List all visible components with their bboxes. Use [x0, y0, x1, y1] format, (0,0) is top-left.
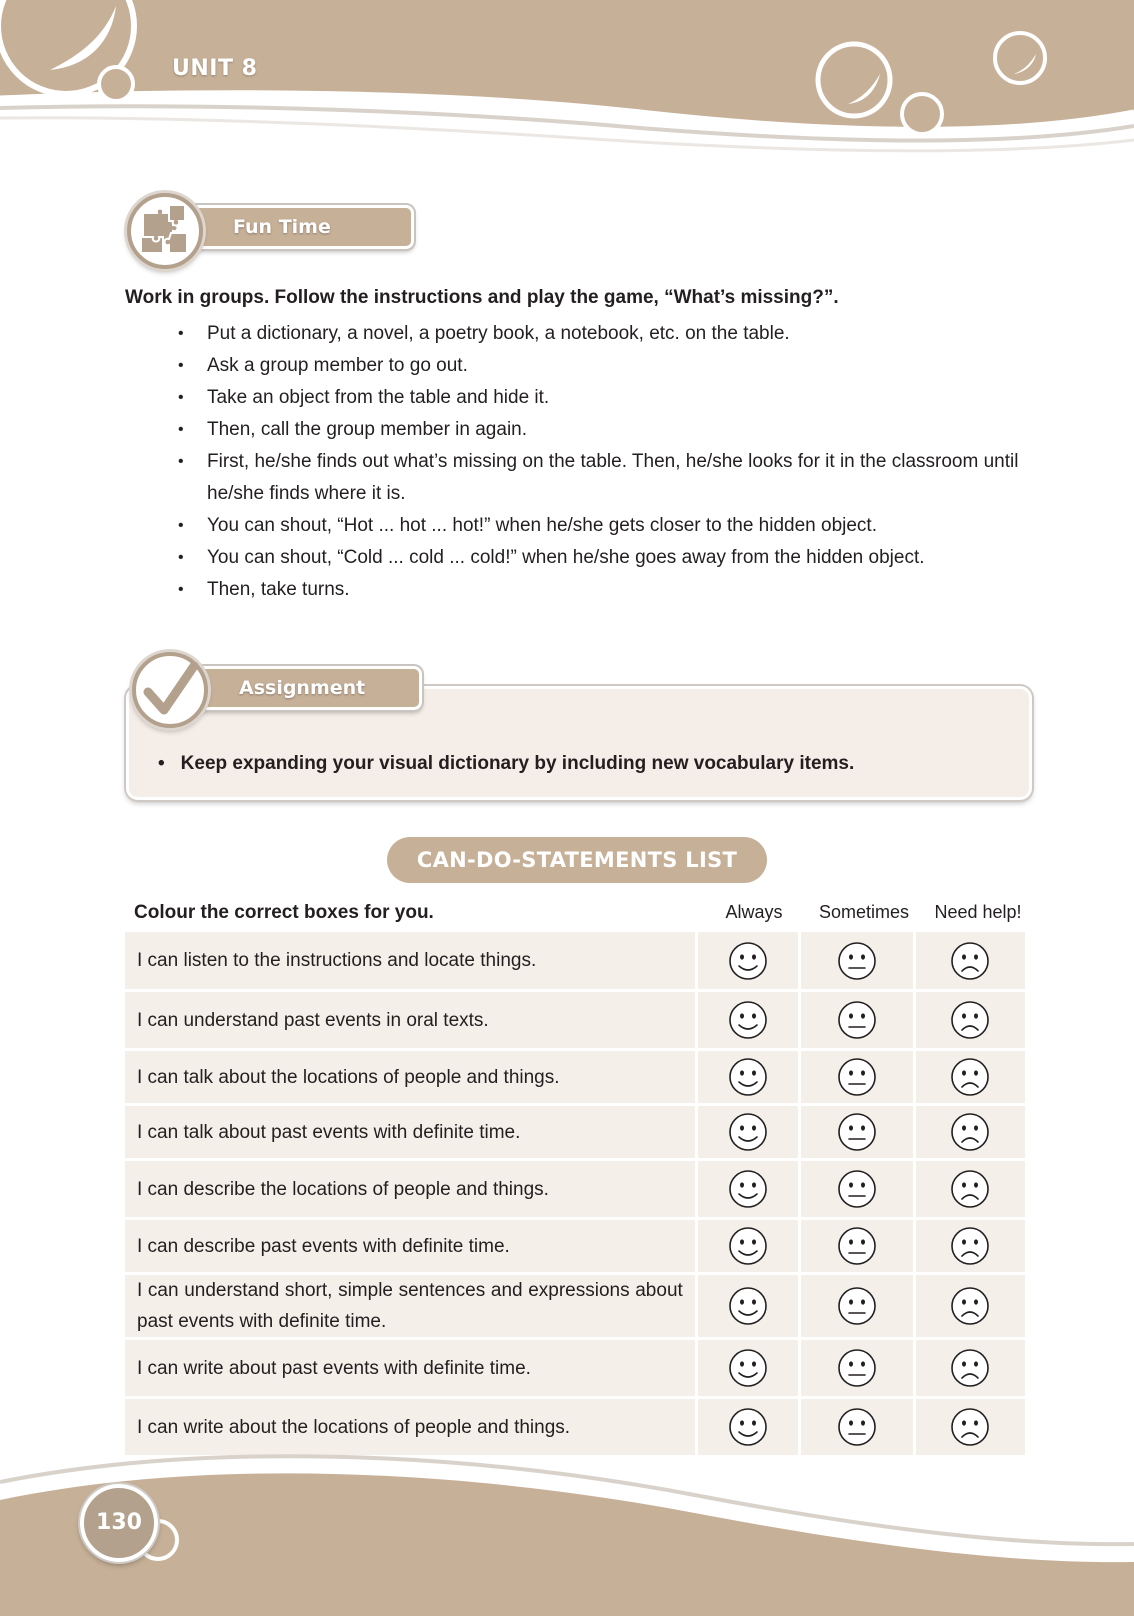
table-row	[125, 1106, 1025, 1158]
statement-text: I can describe the locations of people and things.	[125, 1161, 695, 1217]
assignment-text: Keep expanding your visual dictionary by including new vocabulary items.	[180, 753, 855, 774]
rating-box-sometimes[interactable]	[801, 1161, 913, 1217]
rating-box-need-help[interactable]	[916, 992, 1025, 1048]
neutral-face-icon	[837, 1226, 877, 1266]
statement-text: I can talk about past events with definite time.	[125, 1106, 695, 1158]
neutral-face-icon	[837, 1286, 877, 1326]
assignment-item	[158, 753, 854, 775]
sad-face-icon	[950, 1000, 990, 1040]
rating-box-always[interactable]	[698, 932, 798, 989]
footer-banner	[0, 1440, 1134, 1616]
list-item: • Put a dictionary, a novel, a poetry book, a notebook, etc. on the table.	[178, 318, 1048, 350]
table-row	[125, 992, 1025, 1048]
smiling-face-icon	[728, 941, 768, 981]
rating-box-sometimes[interactable]	[801, 932, 913, 989]
smiling-face-icon	[728, 1112, 768, 1152]
fun-time-tab	[178, 205, 414, 249]
sad-face-icon	[950, 1112, 990, 1152]
table-instruction: Colour the correct boxes for you.	[134, 902, 434, 923]
assignment-title: Assignment	[239, 677, 366, 699]
can-do-table	[122, 929, 1028, 1458]
statement-text: I can talk about the locations of people and things.	[125, 1051, 695, 1103]
can-do-title: CAN-DO-STATEMENTS LIST	[387, 837, 767, 883]
table-row	[125, 1275, 1025, 1337]
bullet: •	[158, 753, 165, 774]
table-row	[125, 1161, 1025, 1217]
table-row	[125, 1051, 1025, 1103]
neutral-face-icon	[837, 1112, 877, 1152]
statement-text: I can listen to the instructions and locate things.	[125, 932, 695, 989]
neutral-face-icon	[837, 1169, 877, 1209]
smiling-face-icon	[728, 1000, 768, 1040]
sad-face-icon	[950, 1169, 990, 1209]
neutral-face-icon	[837, 1000, 877, 1040]
fun-time-badge	[127, 193, 203, 269]
neutral-face-icon	[837, 1348, 877, 1388]
rating-box-always[interactable]	[698, 992, 798, 1048]
sad-face-icon	[950, 1286, 990, 1326]
rating-box-need-help[interactable]	[916, 1220, 1025, 1272]
smiling-face-icon	[728, 1169, 768, 1209]
rating-box-need-help[interactable]	[916, 932, 1025, 989]
list-item: • Take an object from the table and hide it.	[178, 382, 1048, 414]
neutral-face-icon	[837, 941, 877, 981]
fun-time-title: Fun Time	[233, 216, 331, 238]
table-row	[125, 1220, 1025, 1272]
rating-box-need-help[interactable]	[916, 1106, 1025, 1158]
fun-time-steps	[178, 318, 1048, 606]
sad-face-icon	[950, 1348, 990, 1388]
rating-box-sometimes[interactable]	[801, 1051, 913, 1103]
list-item: • Then, call the group member in again.	[178, 414, 1048, 446]
list-item: • You can shout, “Cold ... cold ... cold!” when he/she goes away from the hidden object.	[178, 542, 1048, 574]
page-number: 130	[80, 1484, 158, 1562]
smiling-face-icon	[728, 1286, 768, 1326]
list-item: • You can shout, “Hot ... hot ... hot!” when he/she gets closer to the hidden object.	[178, 510, 1048, 542]
checkmark-icon	[136, 656, 204, 724]
rating-box-sometimes[interactable]	[801, 1275, 913, 1337]
list-item: • Then, take turns.	[178, 574, 1048, 606]
puzzle-icon	[131, 197, 199, 265]
assignment-tab	[184, 666, 422, 710]
table-row	[125, 1340, 1025, 1396]
header-banner	[0, 0, 1134, 170]
rating-box-always[interactable]	[698, 1340, 798, 1396]
neutral-face-icon	[837, 1057, 877, 1097]
statement-text: I can understand short, simple sentences and expressions about past events with definite time.	[125, 1275, 695, 1337]
assignment-badge	[132, 652, 208, 728]
rating-box-sometimes[interactable]	[801, 1106, 913, 1158]
sad-face-icon	[950, 941, 990, 981]
rating-box-need-help[interactable]	[916, 1051, 1025, 1103]
column-header-need-help: Need help!	[934, 902, 1022, 922]
sad-face-icon	[950, 1226, 990, 1266]
rating-box-always[interactable]	[698, 1106, 798, 1158]
statement-text: I can write about the locations of people and things.	[125, 1399, 695, 1455]
statement-text: I can understand past events in oral texts.	[125, 992, 695, 1048]
column-header-sometimes: Sometimes	[818, 902, 910, 922]
smiling-face-icon	[728, 1057, 768, 1097]
rating-box-always[interactable]	[698, 1161, 798, 1217]
rating-box-always[interactable]	[698, 1220, 798, 1272]
rating-box-need-help[interactable]	[916, 1275, 1025, 1337]
list-item: • Ask a group member to go out.	[178, 350, 1048, 382]
rating-box-need-help[interactable]	[916, 1161, 1025, 1217]
rating-box-always[interactable]	[698, 1275, 798, 1337]
statement-text: I can describe past events with definite time.	[125, 1220, 695, 1272]
smiling-face-icon	[728, 1348, 768, 1388]
sad-face-icon	[950, 1057, 990, 1097]
statement-text: I can write about past events with definite time.	[125, 1340, 695, 1396]
rating-box-sometimes[interactable]	[801, 1220, 913, 1272]
table-row	[125, 932, 1025, 989]
column-header-always: Always	[725, 902, 783, 922]
smiling-face-icon	[728, 1226, 768, 1266]
rating-box-need-help[interactable]	[916, 1340, 1025, 1396]
unit-title: UNIT 8	[172, 56, 258, 81]
fun-time-heading: Work in groups. Follow the instructions and play the game, “What’s missing?”.	[125, 287, 839, 308]
rating-box-always[interactable]	[698, 1051, 798, 1103]
rating-box-sometimes[interactable]	[801, 992, 913, 1048]
rating-box-sometimes[interactable]	[801, 1340, 913, 1396]
list-item: • First, he/she finds out what’s missing on the table. Then, he/she looks for it in the classroom until he/she finds where it is.	[178, 446, 1048, 510]
